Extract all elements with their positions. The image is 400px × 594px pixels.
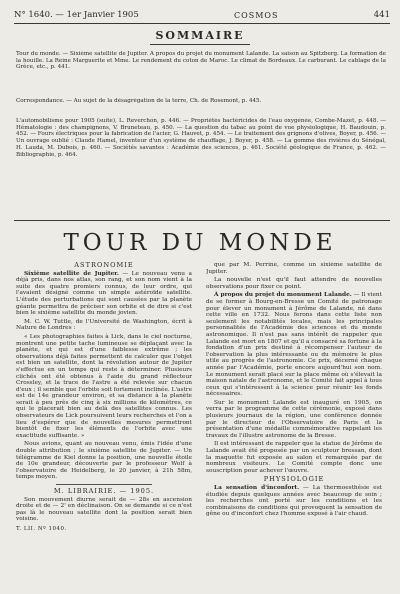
article-text: — Le nouveau venu a déjà pris, dans nos atlas, son rang, et son nom vient à la suite des quatre premiers connus, de leur ordre, qui l'avaient désigné comme un simple astéroïde satellite. L'étude des perturbations qui sont causées par la planète géante permettra de préciser son orbite et de dire si c'est bien le sixième satellite du monde jovien. [16, 270, 192, 317]
article-paragraph: « Les photographies faites à Lick, dans le ciel nocturne, montrent une petite tache lumineuse se déplaçant avec la planète, et qui est d'une faiblesse extrême ; les observations déjà faites permettent de calculer que l'objet est bien un satellite, dont la révolution autour de Jupiter s'effectue en un temps qui reste à déterminer. Plusieurs clichés ont été obtenus à l'aide du grand réflecteur Crossley, et la trace de l'astre a été relevée sur chacun d'eux ; il semble que l'orbite soit fortement inclinée. L'astre est de 14e grandeur environ, et sa distance à la planète serait à peu près de cinq à six millions de kilomètres, ce qui le placerait bien au delà des satellites connus. Les observateurs de Lick poursuivent leurs recherches et l'on a lieu d'espérer que de nouvelles mesures permettront bientôt de fixer les éléments de l'orbite avec une exactitude suffisante. » [16, 333, 192, 439]
article-paragraph: Nous avions, quant au nouveau venu, émis l'idée d'une double attribution ; le sixième satellite de Jupiter. — Un télégramme de Kiel donne la position, une nouvelle étoile de 10e grandeur, découverte par le professeur Wolf à l'observatoire de Heidelberg, le 20 janvier, à 21h 58m, temps moyen. [16, 441, 192, 481]
section-heading: PHYSIOLOGIE [263, 475, 325, 484]
sommaire-rule [150, 44, 250, 45]
article-paragraph [206, 292, 382, 398]
header-rule [14, 23, 390, 24]
section-heading: M. LIBRAIRIE. — 1905. [53, 487, 155, 495]
tour-du-monde-title: TOUR DU MONDE [63, 230, 337, 256]
article-paragraph: La nouvelle n'est qu'il faut attendre de nouvelles observations pour fixer ce point. [206, 277, 382, 290]
article-paragraph [206, 485, 382, 518]
article-paragraph: Sur le monument Lalande est inauguré en 1905, on verra par le programme de cette cérémonie, exposé dans plusieurs journaux de la région, une conférence donnée par le directeur de l'Observatoire de Paris et la présentation d'une médaille commémorative rappelant les travaux de l'illustre astronome de la Bresse. [206, 399, 382, 439]
article-heading: Sixième satellite de Jupiter. [24, 270, 119, 277]
article-text: — Il vient de se former à Bourg-en-Bresse un Comité de patronage pour élever un monument à Jérôme de Lalande, né dans cette ville en 1732. Nous ferons dans cette liste non seulement les notabilités locales, mais les principales personnalités de l'Académie des sciences et du monde astronomique. Il n'est pas sans intérêt de rappeler que Lalande est mort en 1807 et qu'il a consacré sa fortune à la fondation d'un prix destiné à récompenser l'auteur de l'observation la plus intéressante ou du mémoire le plus utile au progrès de l'astronomie. Ce prix, décerné chaque année par l'Académie, porte encore aujourd'hui son nom. Le monument serait placé sur la place même où s'élevait la maison natale de l'astronome, et le Comité fait appel à tous ceux qui s'intéressent à la science pour réunir les fonds nécessaires. [206, 292, 382, 398]
sommaire-articles: L'automobilisme pour 1905 (suite), L. Reverchon, p. 446. — Propriétés bactéricides de l'eau oxygénée, Combe-Mazet, p. 448. — Hématologie : des champignons, V. Bruneteau, p. 450. — La question du tabac au point de vue physiologique, H. Baudouin, p. 452. — Fours électriques pour la fabrication de l'acier, G. Hauvet, p. 454. — Le traitement des grignons d'olives, Boyer, p. 456. — Un ouvrage oublié : Claude Hamel, inventeur d'un système de chauffage, J. Boyer, p. 458. — La gomme des rivières du Sénégal, H. Lauda, M. Dubois, p. 460. — Sociétés savantes : Académie des sciences, p. 461. Société géologique de France, p. 462. — Bibliographie, p. 464. [16, 118, 386, 158]
column-footnote: T. LII. Nº 1040. [16, 525, 67, 532]
section-heading: ASTRONOMIE [74, 262, 134, 269]
article-paragraph: Il est intéressant de rappeler que la statue de Jérôme de Lalande avait été proposée par un sculpteur bressan, dont la maquette fut exposée au salon et remarquée par de nombreux visiteurs. Le Comité compte donc une souscription pour achever l'œuvre. [206, 441, 382, 474]
article-heading: La sensation d'inconfort. [214, 485, 300, 491]
article-heading: À propos du projet du monument Lalande. [214, 292, 352, 299]
journal-name: COSMOS [234, 10, 279, 20]
left-column [16, 262, 192, 586]
article-paragraph: que par M. Perrine, comme un sixième satellite de Jupiter. [206, 262, 382, 275]
article-paragraph: Son mouvement diurne serait de — 28s en ascension droite et de — 2' en déclinaison. On se demande si ce n'est pas là le nouveau satellite dont la position serait bien voisine. [16, 496, 192, 523]
column-separator [56, 484, 152, 485]
article-paragraph: M. C. W. Tuttle, de l'Université de Washington, écrit à Nature de Londres : [16, 318, 192, 332]
article-paragraph [16, 271, 192, 317]
running-header [14, 8, 390, 22]
section-rule [14, 220, 390, 221]
sommaire-title: SOMMAIRE [155, 29, 245, 42]
article-text: — La thermoesthésie est étudiée depuis quelques années avec beaucoup de soin ; les recherches ont porté sur les conditions et les combinaisons de conditions qui provoquent la sensation de gêne ou d'inconfort chez l'homme exposé à l'air chaud. [206, 485, 382, 518]
sommaire-tour-du-monde: Tour du monde. — Sixième satellite de Jupiter. À propos du projet du monument Lalande. La saison au Spitzberg. La formation de la houille. La Reine Marguerite et Mme. Le rendement du coton de Maroc. Le climat de Bordeaux. Le carburant. Le cablage de la Grèce, etc., p. 441. [16, 51, 386, 71]
sommaire-correspondance: Correspondance. — Au sujet de la désagrégation de la terre, Ch. de Rosemont, p. 445. [16, 98, 262, 104]
issue-number: N° 1640. — 1er Janvier 1905 [14, 10, 139, 20]
right-column [206, 262, 382, 586]
page-number: 441 [373, 10, 390, 20]
